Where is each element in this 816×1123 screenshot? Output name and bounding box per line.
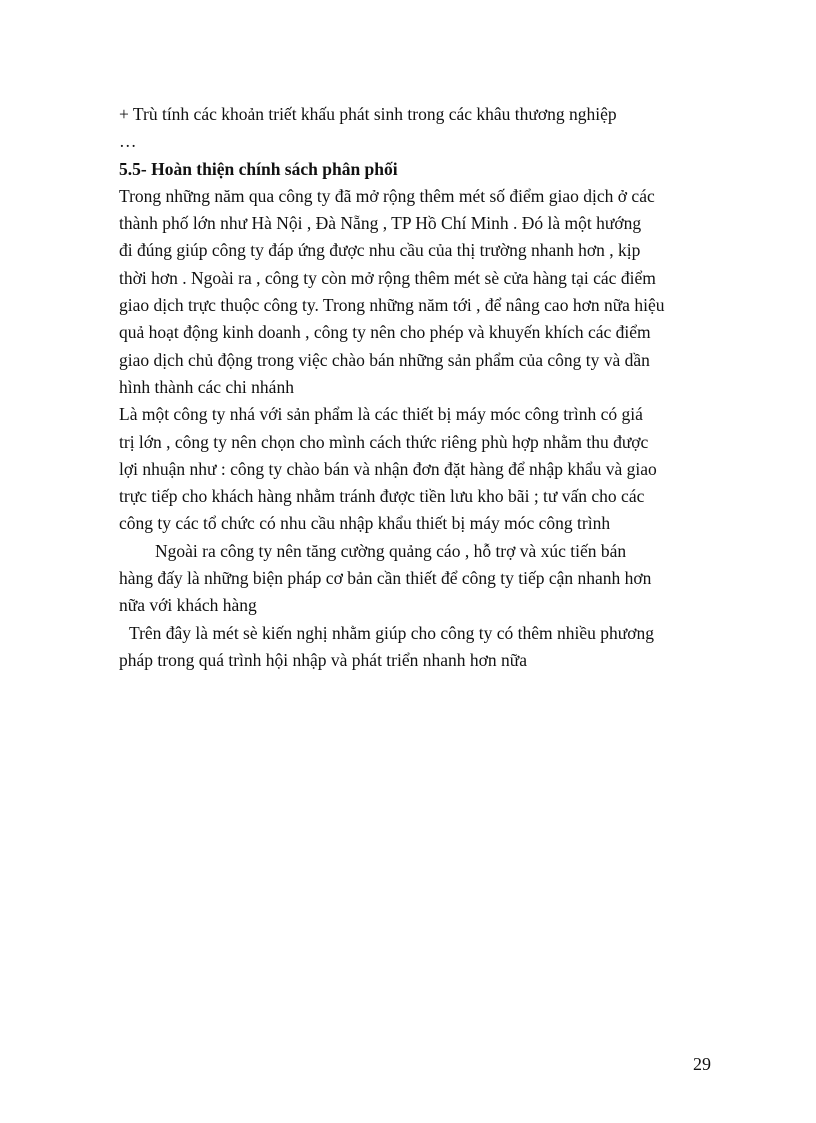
paragraph-line: thành phố lớn như Hà Nội , Đà Nẵng , TP Hồ Chí Minh . Đó là một hướng: [119, 213, 642, 234]
paragraph-line: giao dịch trực thuộc công ty. Trong những năm tới , để nâng cao hơn nữa hiệu: [119, 295, 665, 316]
section-heading: 5.5- Hoàn thiện chính sách phân phối: [119, 158, 398, 179]
paragraph-line: hàng đấy là những biện pháp cơ bản cần thiết để công ty tiếp cận nhanh hơn: [119, 568, 652, 589]
paragraph-line: Là một công ty nhá với sản phẩm là các thiết bị máy móc công trình có giá: [119, 404, 643, 425]
paragraph-line: trực tiếp cho khách hàng nhằm tránh được tiền lưu kho bãi ; tư vấn cho các: [119, 486, 645, 507]
paragraph-line: nữa với khách hàng: [119, 595, 257, 616]
paragraph-conclusion: [119, 620, 709, 675]
paragraph-advertising: [119, 538, 709, 620]
paragraph-line: Ngoài ra công ty nên tăng cường quảng cáo , hỗ trợ và xúc tiến bán: [155, 540, 627, 561]
paragraph-line: quả hoạt động kinh doanh , công ty nên cho phép và khuyến khích các điểm: [119, 322, 651, 343]
document-body: [119, 101, 709, 674]
paragraph-company-strategy: [119, 401, 709, 537]
page-number: 29: [693, 1054, 711, 1074]
paragraph-line: Trong những năm qua công ty đã mở rộng thêm mét số điểm giao dịch ở các: [119, 185, 655, 206]
paragraph-line: pháp trong quá trình hội nhập và phát triển nhanh hơn nữa: [119, 649, 528, 670]
paragraph-line: giao dịch chủ động trong việc chào bán những sản phẩm của công ty và dần: [119, 349, 650, 370]
ellipsis-line: …: [119, 131, 137, 152]
paragraph-line: công ty các tổ chức có nhu cầu nhập khẩu thiết bị máy móc công trình: [119, 513, 611, 534]
bullet-line: + Trù tính các khoản triết khấu phát sinh trong các khâu thương nghiệp: [119, 104, 617, 124]
paragraph-line: thời hơn . Ngoài ra , công ty còn mở rộng thêm mét sè cửa hàng tại các điểm: [119, 267, 656, 288]
paragraph-line: lợi nhuận như : công ty chào bán và nhận đơn đặt hàng để nhập khẩu và giao: [119, 458, 657, 479]
paragraph-line: Trên đây là mét sè kiến nghị nhằm giúp cho công ty có thêm nhiều phương: [129, 622, 655, 643]
paragraph-line: trị lớn , công ty nên chọn cho mình cách thức riêng phù hợp nhằm thu được: [119, 431, 649, 452]
paragraph-line: đi đúng giúp công ty đáp ứng được nhu cầu của thị trường nhanh hơn , kịp: [119, 240, 641, 261]
paragraph-distribution-expansion: [119, 183, 709, 401]
paragraph-line: hình thành các chi nhánh: [119, 376, 294, 397]
